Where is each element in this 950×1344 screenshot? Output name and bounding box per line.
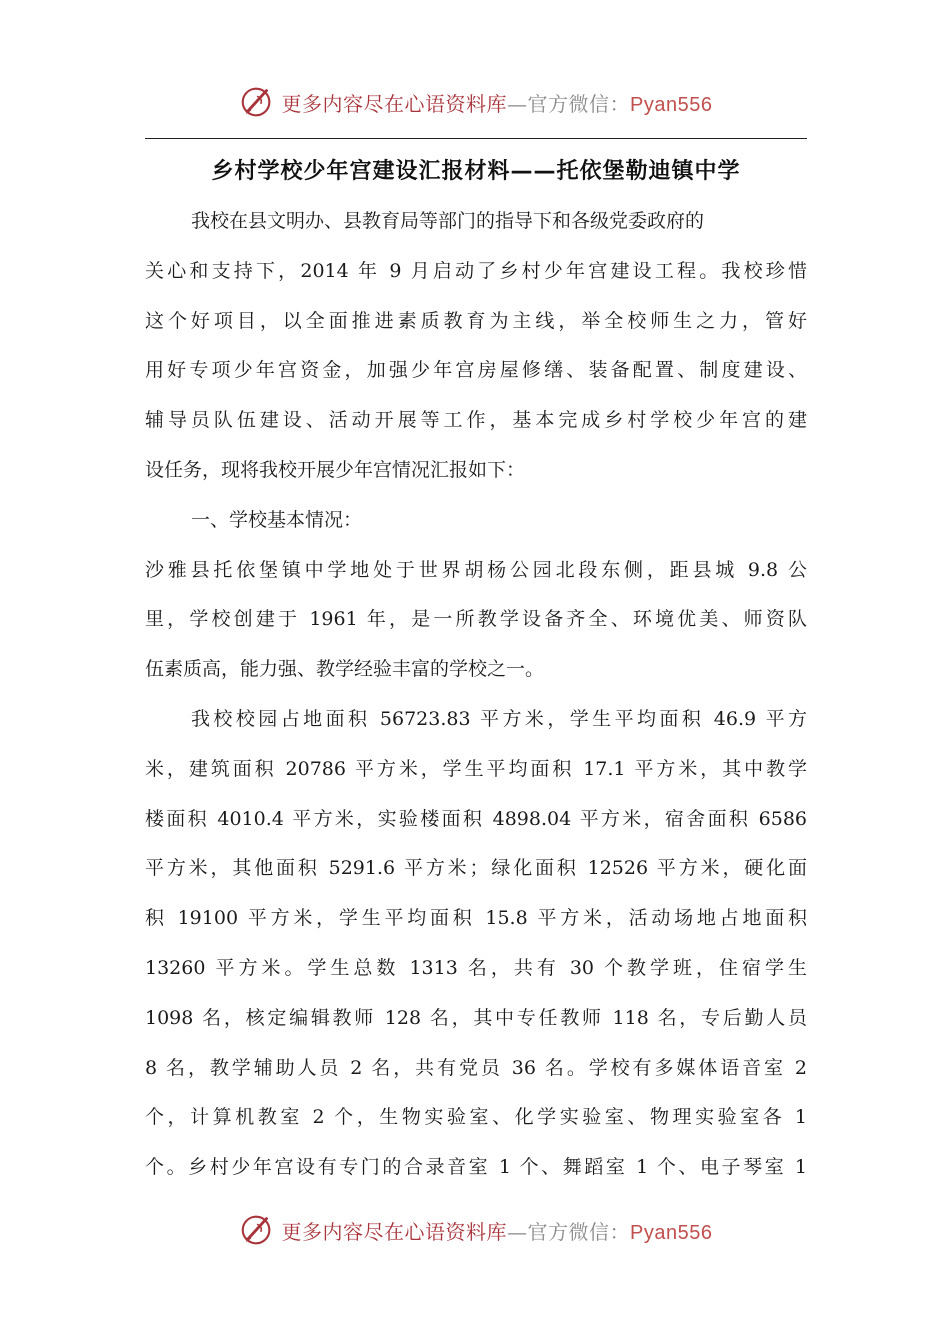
footer-banner [0,1208,950,1252]
body-line: 楼面积 4010.4 平方米，实验楼面积 4898.04 平方米，宿舍面积 6586 [145,807,807,830]
body-line: 沙雅县托依堡镇中学地处于世界胡杨公园北段东侧，距县城 9.8 公 [145,558,807,581]
footer-banner-id: Pyan556 [630,1221,713,1244]
header-rule [145,138,807,139]
body-line: 我校校园占地面积 56723.83 平方米，学生平均面积 46.9 平方 [191,707,807,730]
body-line: 伍素质高，能力强、教学经验丰富的学校之一。 [145,658,545,681]
body-line: 关心和支持下，2014 年 9 月启动了乡村少年宫建设工程。我校珍惜 [145,259,807,282]
page-title: 乡村学校少年宫建设汇报材料——托依堡勒迪镇中学 [211,159,741,184]
pen-logo-icon [238,1211,276,1249]
body-line: 积 19100 平方米，学生平均面积 15.8 平方米，活动场地占地面积 [145,907,807,930]
body-line: 设任务，现将我校开展少年宫情况汇报如下： [145,458,526,481]
body-line: 我校在县文明办、县教育局等部门的指导下和各级党委政府的 [191,210,705,232]
header-banner-text [282,88,713,117]
body-line: 1098 名，核定编辑教师 128 名，其中专任教师 118 名，专后勤人员 [145,1006,807,1029]
footer-banner-dash: — [507,1219,528,1244]
section-heading: 一、学校基本情况： [191,508,363,531]
body-line: 用好专项少年宫资金，加强少年宫房屋修缮、装备配置、制度建设、 [145,359,807,382]
document-body [145,197,807,1193]
footer-banner-main: 更多内容尽在心语资料库 [281,1219,508,1244]
body-line: 里，学校创建于 1961 年，是一所教学设备齐全、环境优美、师资队 [145,608,807,631]
header-banner-label: 官方微信： [527,91,631,116]
body-line: 米，建筑面积 20786 平方米，学生平均面积 17.1 平方米，其中教学 [145,757,807,780]
footer-banner-label: 官方微信： [527,1219,631,1244]
footer-banner-text [282,1216,713,1245]
body-line: 8 名，教学辅助人员 2 名，共有党员 36 名。学校有多媒体语音室 2 [145,1056,807,1079]
body-line: 个。乡村少年宫设有专门的合录音室 1 个、舞蹈室 1 个、电子琴室 1 [145,1156,807,1179]
body-line: 辅导员队伍建设、活动开展等工作，基本完成乡村学校少年宫的建 [145,409,807,432]
header-banner-dash: — [507,91,528,116]
header-banner-main: 更多内容尽在心语资料库 [281,91,508,116]
header-banner-id: Pyan556 [630,93,713,116]
body-line: 个，计算机教室 2 个，生物实验室、化学实验室、物理实验室各 1 [145,1106,807,1129]
pen-logo-icon [238,83,276,121]
body-line: 13260 平方米。学生总数 1313 名，共有 30 个教学班，住宿学生 [145,956,807,979]
header-banner [0,80,950,124]
body-line: 这个好项目，以全面推进素质教育为主线，举全校师生之力，管好 [145,309,807,332]
body-line: 平方米，其他面积 5291.6 平方米；绿化面积 12526 平方米，硬化面 [145,857,807,880]
